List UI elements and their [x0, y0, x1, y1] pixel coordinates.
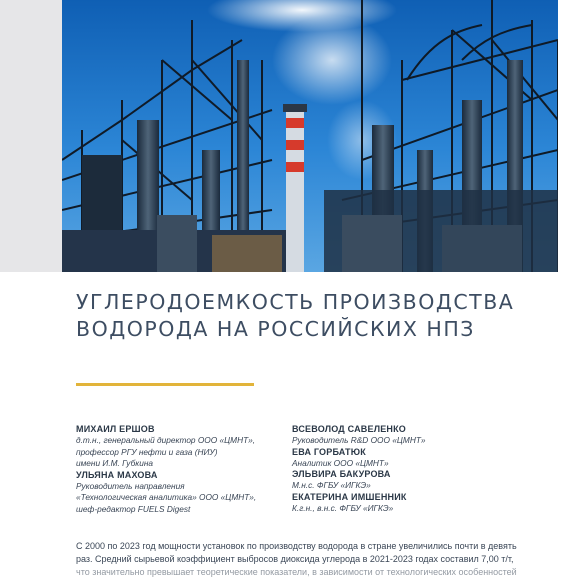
paragraph-line: С 2000 по 2023 год мощности установок по производству водорода в стране увеличились почти в девять	[76, 541, 517, 551]
author-role: профессор РГУ нефти и газа (НИУ)	[76, 446, 218, 457]
refinery-photo	[62, 0, 558, 272]
title-divider	[76, 383, 254, 386]
author-name: ЕВА ГОРБАТЮК	[292, 446, 366, 457]
authors-right-column	[292, 424, 512, 514]
title-line-2: ВОДОРОДА НА РОССИЙСКИХ НПЗ	[76, 317, 475, 341]
author-role: Руководитель R&D ООО «ЦМНТ»	[292, 435, 426, 445]
author-name: ВСЕВОЛОД САВЕЛЕНКО	[292, 424, 407, 434]
title-line-1: УГЛЕРОДОЕМКОСТЬ ПРОИЗВОДСТВА	[76, 290, 515, 314]
author-block	[292, 447, 512, 470]
hero-image	[62, 0, 558, 272]
author-role: Аналитик ООО «ЦМНТ»	[292, 457, 389, 468]
article-lead-paragraph	[76, 540, 516, 579]
author-role: М.н.с. ФГБУ «ИГКЭ»	[292, 480, 371, 490]
author-role: «Технологическая аналитика» ООО «ЦМНТ»,	[76, 492, 257, 502]
author-name: ЕКАТЕРИНА ИМШЕННИК	[292, 491, 407, 502]
author-block	[292, 424, 512, 447]
author-role: шеф-редактор FUELS Digest	[76, 503, 191, 514]
right-margin-band	[558, 0, 570, 272]
paragraph-line: что значительно превышает теоретические показатели, в зависимости от технологических особенностей	[76, 567, 517, 577]
author-block	[292, 492, 512, 515]
paragraph-line: раз. Средний сырьевой коэффициент выбросов диоксида углерода в 2021-2023 годах составил 7,00 т/т,	[76, 554, 514, 564]
left-margin-band	[0, 0, 62, 272]
author-block	[292, 469, 512, 492]
author-block	[76, 424, 276, 470]
author-role: Руководитель направления	[76, 480, 185, 491]
author-name: ЭЛЬВИРА БАКУРОВА	[292, 469, 391, 479]
author-block	[76, 470, 276, 516]
authors-left-column	[76, 424, 276, 515]
author-role: К.г.н., в.н.с. ФГБУ «ИГКЭ»	[292, 502, 394, 513]
author-role: д.т.н., генеральный директор ООО «ЦМНТ»,	[76, 435, 256, 445]
author-name: УЛЬЯНА МАХОВА	[76, 469, 158, 480]
article-title	[76, 289, 536, 343]
author-name: МИХАИЛ ЕРШОВ	[76, 424, 155, 434]
author-role: имени И.М. Губкина	[76, 458, 154, 468]
